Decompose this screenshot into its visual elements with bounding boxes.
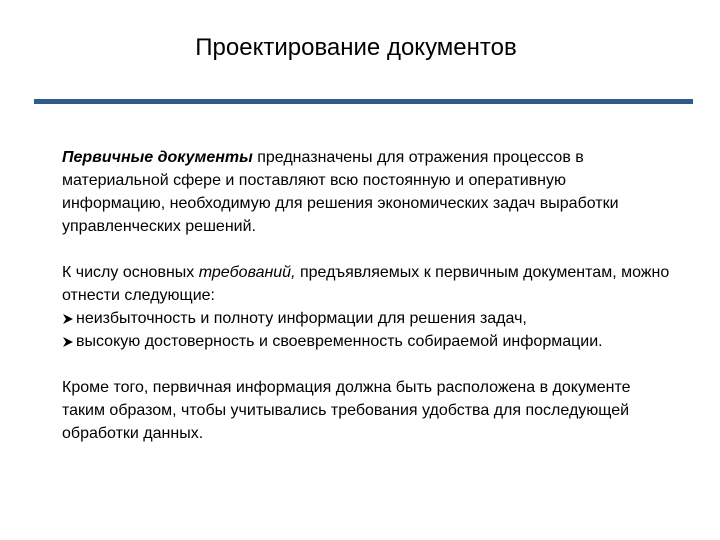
- paragraph-conclusion: Кроме того, первичная информация должна быть расположена в документе таким образом, чтобы учитывались требования удобства для последующей обработки данных.: [62, 379, 631, 442]
- arrowhead-bullet-icon: [62, 330, 76, 353]
- term-requirements: требований,: [198, 264, 296, 281]
- paragraph-primary-documents: [62, 146, 672, 238]
- page-title: Проектирование документов: [195, 34, 517, 61]
- list-item: [62, 330, 672, 353]
- bullet-text: высокую достоверность и своевременность собираемой информации.: [76, 333, 603, 350]
- paragraph-requirements-before: К числу основных: [62, 264, 199, 281]
- spacer: [62, 238, 672, 261]
- list-item: [62, 307, 672, 330]
- spacer: [62, 353, 672, 376]
- slide-body: [62, 146, 672, 445]
- term-primary-documents: Первичные документы: [62, 149, 253, 166]
- paragraph-requirements: [62, 261, 672, 307]
- arrowhead-bullet-icon: [62, 307, 76, 330]
- bullet-text: неизбыточность и полноту информации для решения задач,: [76, 310, 527, 327]
- paragraph-requirements-after: предъявляемых к первичным документам, можно отнести следующие:: [62, 264, 670, 304]
- title-divider: [34, 99, 693, 104]
- paragraph-primary-documents-text: предназначены для отражения процессов в материальной сфере и поставляют всю постоянную и оперативную информацию, необходимую для решения экономических задач выработки управленческих решений.: [62, 149, 619, 235]
